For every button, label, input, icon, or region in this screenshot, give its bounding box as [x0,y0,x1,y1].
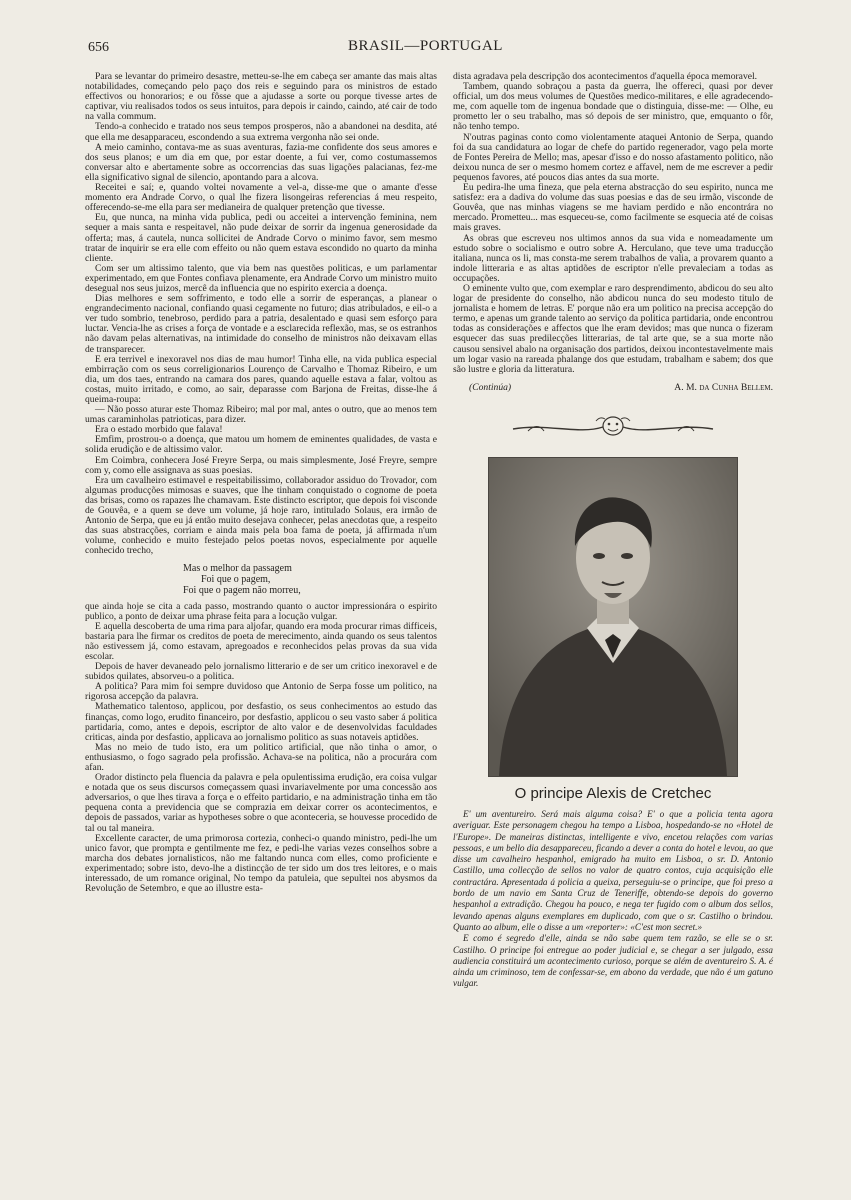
paragraph: As obras que escreveu nos ultimos annos da sua vida e nomeadamente um estudo sobre o socialismo e outro sobre A. Herculano, que teve uma traducção italiana, nunca os li, mas consta-me serem trabalhos de valia, a provarem quanto a indole litteraria e as altas aptidões de escriptor n'elle prevaleciam a todas as occupações. [453,232,773,284]
paragraph: Em Coimbra, conhecera José Freyre Serpa, ou mais simplesmente, José Freyre, sempre com y, como elle assignava as suas poesias. [85,454,437,476]
paragraph: Eu pedira-lhe uma fineza, que pela eterna abstracção do seu espirito, nunca me satisfez: era a dadiva do volume das suas poesias e das de seu irmão, visconde de Gouvêa, que nas minhas viagens se me haviam perdido e não encontrára no mercado. Prometteu... mas esqueceu-se, como facilmente se esquecia até de coisas mais graves. [453,182,773,234]
paragraph: A meio caminho, contava-me as suas aventuras, fazia-me confidente dos seus amores e dos seus planos; e um dia em que, por estar doente, a fui ver, como costumassemos conversar alto e abertamente sobre as occorrencias das suas ligações palacianas, fez-me ella significativo signal de silencio, apontando para a alcova. [85,141,437,183]
left-paragraphs [85,72,437,557]
paragraph: Dias melhores e sem soffrimento, e todo elle a sorrir de esperanças, a planear o engrandecimento nacional, confiando quasi cegamente no futuro; dias atribulados, e eil-o a ver tudo sombrio, tenebroso, perdido para a patria, desalentado e quasi sem esforço para luctar. Vencia-lhe as crises a força de vontade e a esclarecida reflexão, mas, se os estranhos não davam pelas alternativas, na intimidade do conselho de ministros não deixavam ellas de transparecer. [85,293,437,355]
ornament-divider [453,415,773,439]
ornament-icon [508,415,718,439]
poem-line: Foi que o pagem, [201,573,271,585]
byline [453,383,773,393]
paragraph: Orador distincto pela fluencia da palavra e pela opulentissima erudição, era coisa vulgar e notada que os seus discursos começassem quasi invariavelmente por uma concessão aos adversarios, o que lhes tirava a força e o effeito partidario, e na administração tinha em tão pequena conta a previdencia que se comprazia em deixar correr os acontecimentos, e depois de passados, variar as hypotheses sobre o que aconteceria, se houvesse procedido de tal ou tal maneira. [85,772,437,834]
poem-line: Foi que o pagem não morreu, [183,584,301,596]
paragraph: Mas no meio de tudo isto, era um politico artificial, que não tinha o amor, o enthusiasmo, o fogo sagrado pela profissão. Achava-se na politica, não a procurára com afan. [85,741,437,773]
paragraph: Excellente caracter, de uma primorosa cortezia, conheci-o quando ministro, pedi-lhe um unico favor, que prompta e gentilmente me fez, e pedi-lhe varias vezes conselhos sobre a marcha dos debates jornalisticos, não me faltando nunca com elles, como proficiente e experimentado; sobre isto, devo-lhe a distincção de ter sido um dos tres leitores, e o mais interessado, de um romance original, No tempo da patuleia, que sepultei nos abysmos da Revolução de Setembro, e que ao illustre esta- [85,832,437,895]
paragraph: Depois de haver devaneado pelo jornalismo litterario e de ser um critico inexoravel e de subidos quilates, absorveu-o a politica. [85,661,437,683]
author-signature: A. M. da Cunha Bellem. [674,381,773,393]
paragraph: Tendo-a conhecido e tratado nos seus tempos prosperos, não a abandonei na desdita, até que ella me desapparaceu, escondendo a sua extrema vergonha não sei onde. [85,121,437,143]
paragraph: N'outras paginas conto como violentamente ataquei Antonio de Serpa, quando foi da sua candidatura ao logar de chefe do partido regenerador, vago pela morte de Fontes Pereira de Mello; mas, apesar d'isso e do nosso afastamento politico, não deixou nunca de ser o mesmo homem cortez e affavel, nem de me escrever a pedir pequenos favores, até poucos dias antes da sua morte. [453,131,773,183]
paragraph: Eu, que nunca, na minha vida publica, pedi ou acceitei a intervenção feminina, nem sequer a mais santa e respeitavel, não pude deixar de sorrir da ingenua generosidade da offerta; mas, á cautela, nunca sollicitei de Andrade Corvo o minimo favor, sem mesmo tratar de inquirir se era elle com effeito ou não quem estava escondido no quarto da minha cliente. [85,212,437,264]
left-paragraphs-after [85,602,437,895]
paragraph: Tambem, quando sobraçou a pasta da guerra, lhe offereci, quasi por dever official, um dos meus volumes de Questões medico-militares, e elle agradecendo-me, com aquelle tom de ingenua bondade que o distinguia, disse-me: — Olhe, eu prometto ler o seu trabalho, mas só depois de ser ministro, que, emquanto o fôr, não tenho tempo. [453,81,773,133]
right-column [453,72,773,990]
page-number: 656 [88,40,109,55]
paragraph: Para se levantar do primeiro desastre, metteu-se-lhe em cabeça ser amante das mais altas notabilidades, começando pelo paço dos reis e seguindo para os ministros de estado effectivos ou honorarios; e ou fôsse que a ajudasse a sorte ou porque tivesse artes de captivar, viu realisados todos os seus intuitos, para depois ir caindo, caindo, até cair de todo na valla commum. [85,71,437,123]
paragraph: Era o estado morbido que falava! [95,424,223,436]
paragraph: Receitei e saí; e, quando voltei novamente a vel-a, disse-me que o amante d'esse momento era Andrade Corvo, o qual lhe fizera lisongeiras referencias á meu respeito, offerecendo-se-me ella para ser medianeira de qualquer pretenção que tivesse. [85,182,437,214]
running-header: BRASIL—PORTUGAL [348,38,503,54]
paragraph: E como é segredo d'elle, ainda se não sabe quem tem razão, se elle se o sr. Castilho. O principe foi entregue ao poder judicial e, se chegar a ser julgado, essa audiencia constituirá um acontecimento curioso, porque se além de aventureiro S. A. é ainda um criminoso, tem de confessar-se, em abono da verdade, que não é um gatuno vulgar. [453,933,773,989]
poem-quote [183,563,437,596]
paragraph: O eminente vulto que, com exemplar e raro desprendimento, abdicou do seu alto logar de presidente do conselho, não abdicou nunca do seu modesto titulo de jornalista e homem de letras. E' porque não era um politico na precisa accepção do termo, e apenas um grande talento ao serviço da politica partidaria, onde encontrou todas as considerações e affectos que lhe eram devidos; mas que nunca o fizeram esquecer das suas predilecções litterarias, de tal arte que, se a sua morte não causou sensivel abalo na organisação dos partidos, deixou incontestavelmente mais um logar vasio na rareada phalange dos que estudam, trabalham e sabem; dos que são lustre e gloria da litteratura. [453,282,773,375]
portrait-image [489,458,737,776]
poem-line: Mas o melhor da passagem [183,562,292,574]
left-column [85,72,437,894]
paragraph: dista agradava pela descripção dos acontecimentos d'aquella época memoravel. [453,71,758,82]
continua-note: (Continúa) [469,381,512,393]
paragraph: A politica? Para mim foi sempre duvidoso que Antonio de Serpa fosse um politico, na rigorosa accepção da palavra. [85,681,437,703]
paragraph: Era um cavalheiro estimavel e respeitabilissimo, collaborador assiduo do Trovador, com algumas producções mimosas e suaves, que lhe tinham conquistado o cognome de poeta das brisas, como os rapazes lhe chamavam. Este distincto escriptor, que depois foi visconde de Gouvêa, e a quem se deve um volume, já hoje raro, intitulado Solaus, era irmão de Antonio de Serpa, que eu já então muito desejava conhecer, pelas anecdotas que, a respeito das suas abstracções, corriam e ainda mais pela boa fama de poeta, já affirmada n'um volume, conhecido e muito festejado pelos poetas novos, especialmente por aquelle conhecido trecho, [85,474,437,557]
paragraph: Mathematico talentoso, applicou, por desfastio, os seus conhecimentos ao estudo das finanças, como logo, erudito financeiro, por desfastio, applicou o seu vasto saber á politica partidaria, como, antes e depois, escriptor de alto valor e de desenvolvidas faculdades criticas, ainda por desfastio, applicava ao jornalismo politico as suas notaveis aptidões. [85,701,437,743]
caption-text [453,809,773,990]
paragraph: E' um aventureiro. Será mais alguma coisa? E' o que a policia tenta agora averiguar. Este personagem chegou ha tempo a Lisboa, hospedando-se no «Hotel de l'Europe». De maneiras distinctas, intelligente e vivo, encetou relações com varias pessoas, e um bello dia desappareceu, ficando a dever a conta do hotel e levou, ao que disse um cavalheiro hespanhol, emigrado ha muito em Lisboa, o sr. D. Antonio Castillo, uma collecção de sellos no valor de quatro contos, cuja acquisição elle contractára. Apresentada á policia a queixa, perseguiu-se o principe, que foi preso a bordo de um navio em Santa Cruz de Teneriffe, obtendo-se depois do governo hespanhol a extradição. Chegou ha pouco, e nega ter fugido com o album dos sellos, levando apenas alguns exemplares em duplicado, com que o sr. Castilho o brindou. Quanto ao album, elle o disse a um «reporter»: «C'est mon secret.» [453,809,773,932]
photo-caption: O principe Alexis de Cretchec [514,784,712,802]
paragraph: E era terrivel e inexoravel nos dias de mau humor! Tinha elle, na vida publica especial embirração com os seus correligionarios Lourenço de Carvalho e Thomaz Ribeiro, e um dia, um dos taes, entrando na camara dos pares, quando aquelle estava a falar, voltou as costas, muito irritado, e como, ao sair, deparasse com Barjona de Freitas, disse-lhe á queima-roupa: [85,353,437,405]
paragraph: — Não posso aturar este Thomaz Ribeiro; mal por mal, antes o outro, que ao menos tem umas caraminholas patrioticas, para dizer. [85,404,437,426]
portrait-photo [488,457,738,777]
paragraph: que ainda hoje se cita a cada passo, mostrando quanto o auctor impressionára o espirito publico, a ponto de deixar uma phrase feita para a locução vulgar. [85,600,437,622]
paragraph: Emfim, prostrou-o a doença, que matou um homem de eminentes qualidades, de vasta e solida erudição e de altissimo valor. [85,434,437,456]
paragraph: Com ser um altissimo talento, que via bem nas questões politicas, e um parlamentar experimentado, em que Fontes confiava plenamente, era Andrade Corvo um ministro muito desegual nos seus juizos, mercê da influencia que no espirito exercia a doença. [85,262,437,294]
paragraph: E aquella descoberta de uma rima para aljofar, quando era moda procurar rimas difficeis, bastaria para lhe firmar os creditos de poeta de merecimento, ainda quando os seus talentos não estivessem já, como estavam, apregoados e reconhecidos pelas provas da sua vida escolar. [85,620,437,662]
